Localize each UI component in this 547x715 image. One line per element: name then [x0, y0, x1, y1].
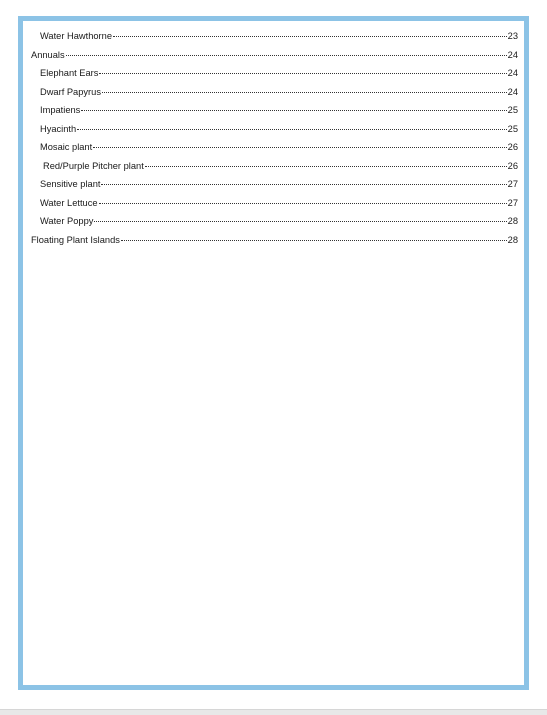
toc-entry-water-poppy[interactable]: [31, 216, 518, 235]
dot-leader: [121, 240, 507, 241]
toc-entry-label: Water Poppy: [40, 216, 94, 226]
toc-entry-elephant-ears[interactable]: [31, 68, 518, 87]
toc-page-number: 28: [507, 234, 518, 245]
dot-leader: [93, 147, 506, 148]
toc-entry-label: Dwarf Papyrus: [40, 86, 101, 97]
toc-page-number: 23: [507, 31, 518, 41]
dot-leader: [81, 110, 506, 111]
toc-entry-impatiens[interactable]: [31, 105, 518, 124]
toc-entry-label: Impatiens: [40, 105, 81, 115]
toc-entry-label: Red/Purple Pitcher plant: [43, 160, 144, 171]
toc-entry-label: Floating Plant Islands: [31, 234, 120, 245]
toc-entry-label: Water Hawthorne: [40, 31, 112, 41]
toc-page-number: 28: [507, 216, 518, 226]
dot-leader: [145, 166, 507, 167]
toc-entry-mosaic-plant[interactable]: [31, 142, 518, 161]
toc-page-number: 26: [507, 142, 518, 152]
toc-page-number: 26: [507, 160, 518, 171]
toc-entry-label: Mosaic plant: [40, 142, 93, 152]
toc-entry-dwarf-papyrus[interactable]: [31, 87, 518, 106]
toc-page-number: 24: [507, 49, 518, 60]
toc-entry-label: Sensitive plant: [40, 179, 101, 189]
toc-entry-label: Hyacinth: [40, 123, 77, 134]
toc-entry-annuals[interactable]: [31, 50, 518, 69]
toc-entry-sensitive-plant[interactable]: [31, 179, 518, 198]
table-of-contents: [31, 31, 518, 253]
toc-entry-label: Annuals: [31, 49, 65, 60]
dot-leader: [101, 184, 506, 185]
dot-leader: [113, 36, 507, 37]
toc-entry-hyacinth[interactable]: [31, 124, 518, 143]
toc-page-number: 24: [507, 86, 518, 97]
dot-leader: [66, 55, 507, 56]
dot-leader: [77, 129, 506, 130]
dot-leader: [94, 221, 506, 222]
toc-entry-label: Elephant Ears: [40, 68, 99, 78]
toc-page-number: 24: [507, 68, 518, 78]
toc-entry-floating-plant-islands[interactable]: [31, 235, 518, 254]
toc-entry-label: Water Lettuce: [40, 197, 98, 208]
toc-entry-red-purple-pitcher-plant[interactable]: [31, 161, 518, 180]
toc-page-number: 27: [507, 197, 518, 208]
dot-leader: [99, 203, 507, 204]
toc-entry-water-lettuce[interactable]: [31, 198, 518, 217]
toc-page-number: 25: [507, 105, 518, 115]
toc-page-number: 27: [507, 179, 518, 189]
toc-entry-water-hawthorne[interactable]: [31, 31, 518, 50]
document-page: [18, 16, 529, 690]
dot-leader: [99, 73, 506, 74]
toc-page-number: 25: [507, 123, 518, 134]
window-bottom-edge: [0, 709, 547, 715]
dot-leader: [102, 92, 507, 93]
